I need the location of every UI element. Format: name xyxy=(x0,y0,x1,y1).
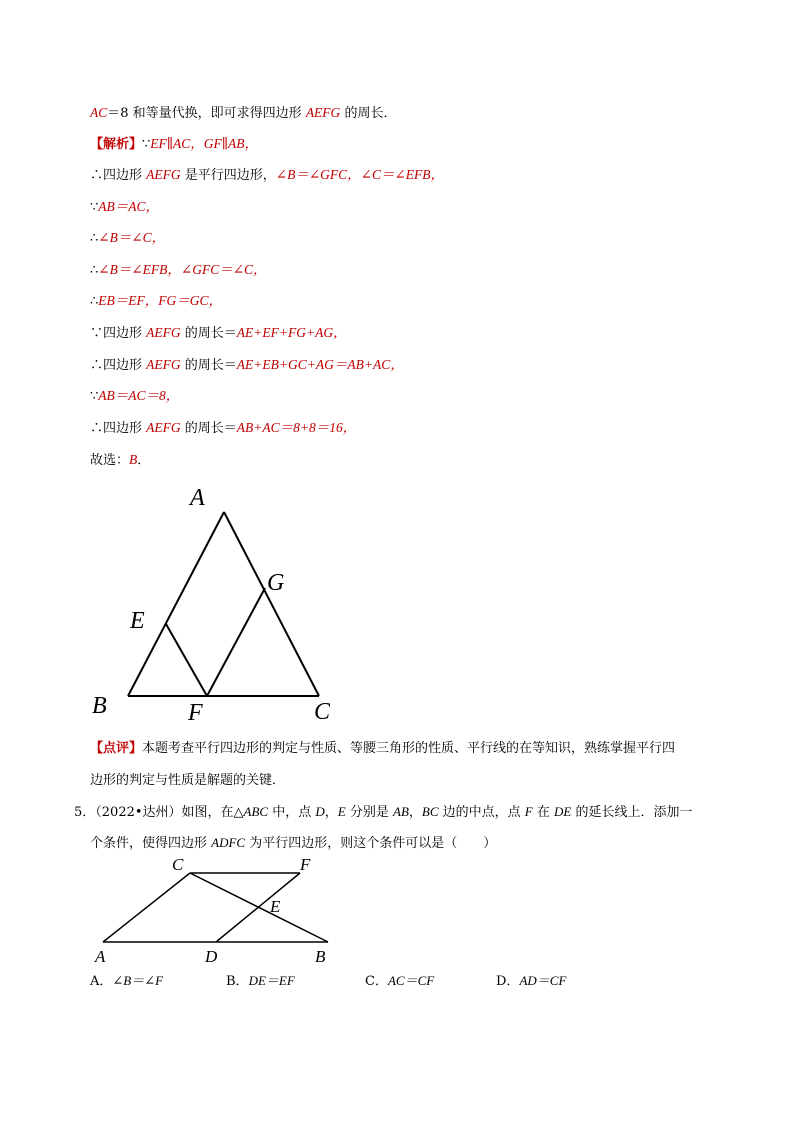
step-line: ∴四边形 AEFG 是平行四边形，∠B＝∠GFC，∠C＝∠EFB， xyxy=(90,167,445,183)
comment-tag: 【点评】 xyxy=(90,741,143,756)
step-line: ∵AB＝AC， xyxy=(90,199,160,215)
label-e: E xyxy=(270,897,281,916)
intro-line: AC＝8 和等量代换，即可求得四边形 AEFG 的周长． xyxy=(90,105,397,121)
step-line: ∵四边形 AEFG 的周长＝AE+EF+FG+AG， xyxy=(90,325,347,341)
step-line: ∵AB＝AC＝8， xyxy=(90,388,180,404)
question-source: （2022•达州） xyxy=(95,805,182,820)
step-line: ∴四边形 AEFG 的周长＝AE+EB+GC+AG＝AB+AC， xyxy=(90,357,404,373)
label-d: D xyxy=(205,947,218,966)
label-c: C xyxy=(314,699,331,725)
option-c[interactable]: C．AC＝CF xyxy=(365,973,435,989)
segment-df xyxy=(216,873,300,942)
label-a: A xyxy=(95,947,106,966)
question-5-line-1: 5．（2022•达州）如图，在△ABC 中，点 D，E 分别是 AB，BC 边的中点，点 F 在 DE 的延长线上．添加一 xyxy=(74,804,693,820)
analysis-line: 【解析】∵EF∥AC，GF∥AB， xyxy=(90,136,259,152)
label-f: F xyxy=(300,855,311,874)
answer-value: B xyxy=(129,452,138,467)
option-d[interactable]: D．AD＝CF xyxy=(496,973,567,989)
comment-line-2: 边形的判定与性质是解题的关键． xyxy=(90,773,286,788)
label-f: F xyxy=(188,700,203,726)
step-line: ∴∠B＝∠EFB，∠GFC＝∠C， xyxy=(90,262,267,278)
step-line: ∴四边形 AEFG 的周长＝AB+AC＝8+8＝16， xyxy=(90,420,357,436)
label-g: G xyxy=(267,570,285,596)
label-b: B xyxy=(315,947,326,966)
step-line: ∴EB＝EF，FG＝GC， xyxy=(90,293,223,309)
answer-line: 故选：B． xyxy=(90,452,151,468)
option-a[interactable]: A．∠B＝∠F xyxy=(90,973,164,989)
comment-line-1: 【点评】本题考查平行四边形的判定与性质、等腰三角形的性质、平行线的在等知识，熟练掌握平行四 xyxy=(90,741,676,756)
label-a: A xyxy=(190,485,205,511)
label-e: E xyxy=(130,608,145,634)
analysis-tag: 【解析】 xyxy=(90,137,143,152)
question-number: 5． xyxy=(74,805,96,820)
segment-ac xyxy=(103,873,190,942)
label-c: C xyxy=(172,855,184,874)
question-5-line-2: 个条件，使得四边形 ADFC 为平行四边形，则这个条件可以是（ ） xyxy=(90,835,497,851)
step-line: ∴∠B＝∠C， xyxy=(90,230,166,246)
option-b[interactable]: B．DE＝EF xyxy=(226,973,295,989)
label-b: B xyxy=(92,693,107,719)
